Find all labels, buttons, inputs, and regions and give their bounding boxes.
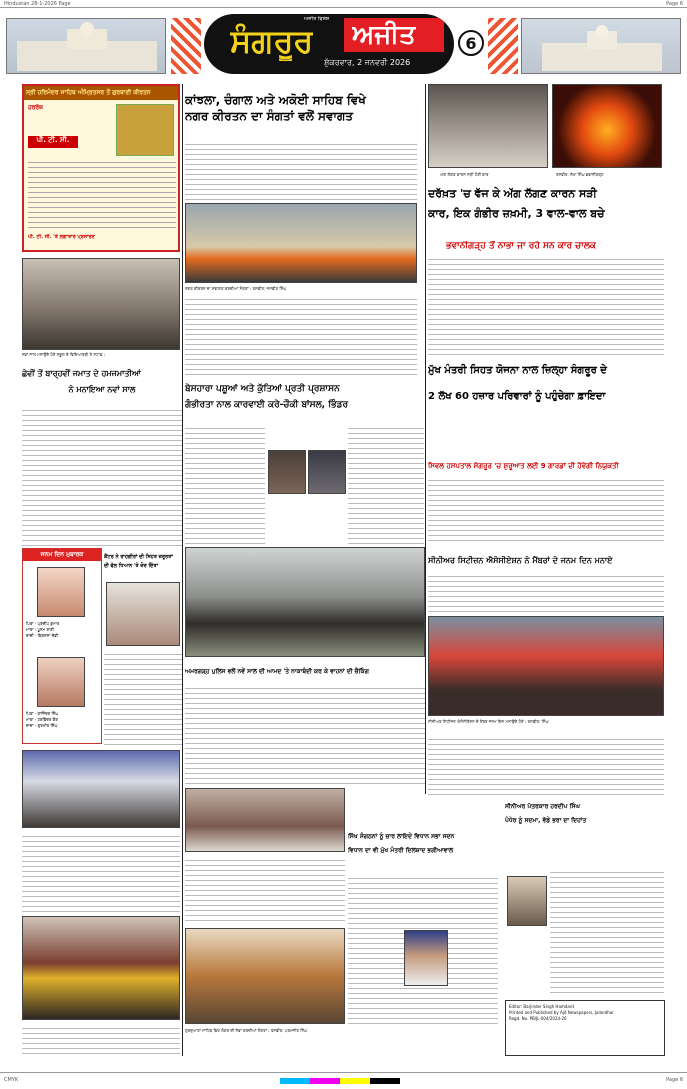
- newyear-headline-line2: ਨੇ ਮਨਾਇਆ ਨਵਾਂ ਸਾਲ: [68, 385, 136, 394]
- felicitation-photo: [22, 916, 180, 1020]
- print-strip: [0, 0, 687, 8]
- ceremony-photo: [22, 750, 180, 828]
- masthead-title-left: ਸੰਗਰੂਰ: [230, 22, 314, 60]
- ad-kirtan-body: [28, 158, 176, 228]
- birthday-photo-2: [37, 657, 85, 707]
- sikh-headline-line2: ਵਿਧਾਨ ਦਾ ਵੀ ਮੁੱਖ ਮੰਤਰੀ ਦਿਲਸ਼ਾਦ ਭਗੀਆਵਾਲ: [348, 847, 454, 854]
- seniors-body-2: [428, 735, 664, 795]
- police-body: [185, 684, 425, 784]
- felicitation-body: [22, 1024, 180, 1056]
- ad-kirtan-footer: ਪੀ. ਟੀ. ਸੀ. 'ਤੇ ਲਗਾਤਾਰ ਪ੍ਰਸਾਰਣ: [28, 234, 95, 240]
- story1-caption: ਨਗਰ ਕੀਰਤਨ ਦਾ ਸਵਾਗਤ ਕਰਦੀਆਂ ਸੰਗਤਾਂ। ਤਸਵੀਰ: ਜਸਵੀਰ ਸਿੰਘ: [185, 286, 287, 291]
- birds-headline-line1: ਬੇਸਹਾਰਾ ਪਸ਼ੂਆਂ ਅਤੇ ਕੁੱਤਿਆਂ ਪ੍ਰਤੀ ਪ੍ਰਸ਼ਾਸਨ: [185, 384, 340, 394]
- imprint-line2: Printed and Published by Ajit Newspapers, Jalandhar: [509, 1010, 614, 1015]
- masthead-photo-left: [6, 18, 166, 74]
- car-caption-left: ਅੱਗ ਲੱਗਣ ਕਾਰਨ ਸੜੀ ਹੋਈ ਕਾਰ: [440, 172, 489, 177]
- journalist-body: [550, 868, 664, 996]
- langar-body: [185, 856, 345, 922]
- golden-temple-icon: [116, 104, 174, 156]
- masthead-pattern-left: [171, 18, 201, 74]
- journalist-headline-line1: ਸੀਨੀਅਰ ਪੱਤਰਕਾਰ ਹਰਦੀਪ ਸਿੰਘ: [505, 803, 580, 810]
- cm-headline: [428, 358, 664, 414]
- print-strip-left: Hindustan 28-1-2026 Page: [4, 1, 71, 7]
- birthday-title: ਜਨਮ ਦਿਨ ਮੁਬਾਰਕ: [23, 549, 101, 561]
- newyear-headline: [22, 366, 182, 404]
- car-caption-right: ਤਸਵੀਰ: ਲੱਖਾ ਸਿੰਘ ਭਵਾਨੀਗੜ੍ਹ: [556, 172, 604, 177]
- birds-body-2: [348, 424, 424, 544]
- langar-photo-2: [185, 928, 345, 1024]
- cm-headline-line1: ਮੁੱਖ ਮੰਤਰੀ ਸਿਹਤ ਯੋਜਨਾ ਨਾਲ ਜ਼ਿਲ੍ਹਾ ਸੰਗਰੂਰ ਦੇ: [428, 365, 607, 376]
- sikh-portrait: [404, 930, 448, 986]
- seniors-photo: [428, 616, 664, 716]
- print-strip-right: Page 6: [666, 1, 683, 7]
- masthead-photo-right: [521, 18, 681, 74]
- portrait-1: [268, 450, 306, 494]
- school-body: [104, 650, 182, 746]
- imprint-box: [505, 1000, 665, 1056]
- newyear-caption: ਨਵਾਂ ਸਾਲ ਮਨਾਉਂਦੇ ਹੋਏ ਸਕੂਲ ਦੇ ਵਿਦਿਆਰਥੀ ਤੇ ਸਟਾਫ਼।: [22, 352, 106, 357]
- birthday-photo-1: [37, 567, 85, 617]
- birthday-p2-line2: ਮਾਤਾ - ਹਰਵਿੰਦਰ ਕੌਰ: [26, 717, 58, 722]
- police-photo: [185, 547, 425, 657]
- imprint-line1: Editor: Barjinder Singh Hamdard: [509, 1004, 574, 1009]
- story1-headline-line2: ਨਗਰ ਕੀਰਤਨ ਦਾ ਸੰਗਤਾਂ ਵਲੋਂ ਸਵਾਗਤ: [185, 109, 353, 123]
- ad-kirtan-title: ਸ੍ਰੀ ਹਰਿਮੰਦਰ ਸਾਹਿਬ ਅੰਮ੍ਰਿਤਸਰ ਤੋਂ ਗੁਰਬਾਣੀ ਕੀਰਤਨ: [24, 86, 178, 100]
- masthead-date: ਸ਼ੁੱਕਰਵਾਰ, 2 ਜਨਵਰੀ 2026: [324, 58, 411, 67]
- birds-headline: [185, 381, 425, 421]
- school-headline-line1: ਕੈਂਟਰ ਨੇ ਰਾਹਗੀਰਾਂ ਦੀ ਸਿਹਤ ਜ਼ਰੂਰਤਾਂ: [104, 554, 173, 560]
- birthday-p1-line3: ਦਾਦੀ - ਕ੍ਰਿਸ਼ਨਾ ਦੇਵੀ: [26, 633, 59, 638]
- birds-headline-line2: ਗੰਭੀਰਤਾ ਨਾਲ ਕਾਰਵਾਈ ਕਰੇ-ਚੌਕੀ ਬਾਂਸਲ, ਭਿੰਡਰ: [185, 400, 349, 410]
- seniors-caption: ਸੀਨੀਅਰ ਸਿਟੀਜ਼ਨ ਐਸੋਸੀਏਸ਼ਨ ਦੇ ਮੈਂਬਰ ਜਨਮ ਦਿਨ ਮਨਾਉਂਦੇ ਹੋਏ। ਤਸਵੀਰ: ਸਿੰਘ: [428, 719, 549, 724]
- school-headline: [104, 553, 182, 579]
- journalist-headline-line2: ਪੰਧੇਰ ਨੂੰ ਸਦਮਾ, ਵੱਡੇ ਭਰਾ ਦਾ ਦਿਹਾਂਤ: [505, 817, 587, 824]
- seniors-headline: ਸੀਨੀਅਰ ਸਿਟੀਜ਼ਨ ਐਸੋਸੀਏਸ਼ਨ ਨੇ ਮੈਂਬਰਾਂ ਦੇ ਜਨਮ ਦਿਨ ਮਨਾਏ: [428, 556, 613, 565]
- school-headline-line2: ਦੀ ਵੱਲ ਧਿਆਨ 'ਤੇ ਜ਼ੋਰ ਦਿੱਤਾ: [104, 563, 158, 569]
- birthday-p2-line3: ਦਾਦਾ - ਗੁਰਮੀਤ ਸਿੰਘ: [26, 723, 58, 728]
- seniors-body: [428, 572, 664, 612]
- birthday-p1-line1: ਪਿਤਾ - ਪ੍ਰਦੀਪ ਕੁਮਾਰ: [26, 621, 60, 626]
- portrait-2: [308, 450, 346, 494]
- story1-headline: [185, 92, 417, 132]
- langar-photo-1: [185, 788, 345, 852]
- footer-strip-left: CMYK: [4, 1077, 19, 1083]
- building-icon: [7, 19, 166, 74]
- middle-body-1: [185, 295, 417, 375]
- birthday-person1: [26, 621, 59, 639]
- newyear-body: [22, 406, 182, 546]
- story1-photo: [185, 203, 417, 283]
- sikh-headline: [348, 830, 498, 870]
- police-headline-box: [185, 665, 425, 679]
- newyear-headline-line1: ਛੇਵੀਂ ਤੋਂ ਬਾਰ੍ਹਵੀਂ ਜਮਾਤ ਦੇ ਹਮਜਮਾਤੀਆਂ: [22, 369, 141, 378]
- birthday-person2: [26, 711, 58, 729]
- ceremony-body: [22, 832, 180, 912]
- langar-caption: ਗੁਰਦੁਆਰਾ ਸਾਹਿਬ ਵਿਖੇ ਲੰਗਰ ਦੀ ਸੇਵਾ ਕਰਦੀਆਂ ਸੰਗਤਾਂ। ਤਸਵੀਰ: ਪਰਮਜੀਤ ਸਿੰਘ: [185, 1028, 308, 1033]
- birthday-p2-line1: ਪਿਤਾ - ਰਾਜਿੰਦਰ ਸਿੰਘ: [26, 711, 59, 716]
- school-photo: [106, 582, 180, 646]
- footer-strip: [0, 1072, 687, 1089]
- car-body: [428, 255, 664, 355]
- birthday-p1-line2: ਮਾਤਾ - ਪੂਨਮ ਰਾਣੀ: [26, 627, 54, 632]
- masthead-tag: ਅਜੀਤ ਵਿਸ਼ੇਸ਼: [304, 16, 330, 22]
- cm-subhead: ਸਿਵਲ ਹਸਪਤਾਲ ਸੰਗਰੂਰ 'ਚ ਸ਼ੁਰੂਆਤ ਲਈ 9 ਗਾਰਡਾਂ ਦੀ ਹੋਵੇਗੀ ਨਿਯੁਕਤੀ: [428, 462, 619, 470]
- page-number: 6: [458, 30, 484, 56]
- ad-kirtan-sub1: ਹਰਰੋਜ਼: [28, 104, 44, 111]
- ad-kirtan-sub2: ਪੀ. ਟੀ. ਸੀ.: [28, 136, 78, 148]
- sikh-headline-line1: ਸਿੱਖ ਸੰਗਠਨਾਂ ਨੂੰ ਚਾਰ ਲਾਇਦੇ ਵਿਧਾਨ ਸਭਾ ਸਦਨ: [348, 833, 455, 840]
- column-rule-2: [425, 84, 426, 794]
- burnt-car-photo: [428, 84, 548, 168]
- birthday-box: [22, 548, 102, 744]
- imprint-line3: Regd. No. PB/JL-004/2024-26: [509, 1016, 567, 1021]
- birds-body: [185, 424, 265, 544]
- story1-headline-line1: ਕਾਂਝਲਾ, ਚੰਗਾਲ ਅਤੇ ਅਕੋਈ ਸਾਹਿਬ ਵਿਖੇ: [185, 93, 366, 107]
- car-headline-line2: ਕਾਰ, ਇਕ ਗੰਭੀਰ ਜ਼ਖ਼ਮੀ, 3 ਵਾਲ-ਵਾਲ ਬਚੇ: [428, 207, 605, 220]
- cm-body: [428, 476, 664, 542]
- masthead: [6, 12, 681, 78]
- journalist-portrait: [507, 876, 547, 926]
- car-fire-photo: [552, 84, 662, 168]
- sikh-body: [348, 874, 498, 1024]
- footer-strip-right: Page 6: [666, 1077, 683, 1083]
- color-bar: [280, 1078, 400, 1084]
- police-headline: ਅਮਰਗੜ੍ਹ ਪੁਲਿਸ ਵਲੋਂ ਨਵੇਂ ਸਾਲ ਦੀ ਆਮਦ 'ਤੇ ਨਾਕਾਬੰਦੀ ਕਰ ਕੇ ਵਾਹਨਾਂ ਦੀ ਚੈਕਿੰਗ: [185, 668, 369, 675]
- gurdwara-icon: [522, 19, 681, 74]
- masthead-title-block: [204, 14, 454, 74]
- newyear-photo: [22, 258, 180, 350]
- masthead-title-right: ਅਜੀਤ: [352, 20, 416, 50]
- journalist-headline: [505, 800, 665, 836]
- car-headline-line1: ਦਰੱਖ਼ਤ 'ਚ ਵੱਜ ਕੇ ਅੱਗ ਲੱਗਣ ਕਾਰਨ ਸੜੀ: [428, 187, 597, 200]
- cm-headline-line2: 2 ਲੱਖ 60 ਹਜ਼ਾਰ ਪਰਿਵਾਰਾਂ ਨੂੰ ਪਹੁੰਚੇਗਾ ਫ਼ਾਇਦਾ: [428, 391, 606, 402]
- masthead-pattern-right: [488, 18, 518, 74]
- story1-body: [185, 140, 417, 200]
- car-headline: [428, 184, 664, 240]
- ad-kirtan: [22, 84, 180, 252]
- car-subhead: ਭਵਾਨੀਗੜ੍ਹ ਤੋਂ ਨਾਭਾ ਜਾ ਰਹੇ ਸਨ ਕਾਰ ਚਾਲਕ: [446, 241, 597, 251]
- column-rule-1: [182, 84, 183, 1056]
